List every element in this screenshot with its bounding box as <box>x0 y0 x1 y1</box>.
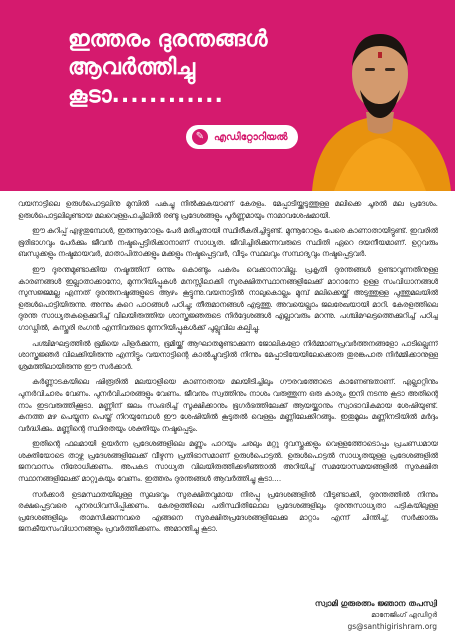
article-paragraph: സർക്കാർ ഉടമസ്ഥതയിലുള്ള സുലഭവും സുരക്ഷിതവുമായ നിരപ്പു പ്രദേശങ്ങളിൽ വീടുണ്ടാക്കി, ദുരന്തത്തിൽ നിന്നും രക്ഷപ്പെട്ടവരെ പുനരധിവസിപ്പിക്കണം. കേരളത്തിലെ പരിസ്ഥിതിലോല പ്രദേശങ്ങളിലും ദുരന്തസാധ്യതാ പട്ടികയിലുള്ള പ്രദേശങ്ങളിലും താമസിക്കുന്നവരെ എങ്ങനെ സുരക്ഷിതപ്രദേശങ്ങളിലേക്കു മാറ്റാം എന്ന് ചിന്തിച്ച്, സർക്കാരും ജനകീയസംവിധാനങ്ങളും പ്രവർത്തിക്കണം. അമാന്തിച്ചു കൂടാ. <box>18 489 438 534</box>
pen-icon: ✎ <box>192 129 208 145</box>
title-line-1: ഇത്തരം ദുരന്തങ്ങൾ <box>68 27 268 52</box>
editorial-article <box>18 198 438 586</box>
article-paragraph: കർണ്ണാടകയിലെ ഷിരൂരിൽ മലയാളിയെ കാണാതായ മലയിടിച്ചിലും ഗൗരവത്തോടെ കാണേണ്ടതാണ്. എല്ലാറ്റിനും പുനർവിചാരം വേണം. പുനർവിചാരങ്ങളും വേണം. ജീവനും സ്വത്തിനും നാശം വരുത്തുന്ന ഒരു കാര്യം ഇനി നടന്നു കൂടാ അതിന്റെ നാം ഇടവരുത്തിക്കൂടാ. മണ്ണിന് ജലം സംഭരിച്ച് സൂക്ഷിക്കാനും ഭൂഗർഭത്തിലേക്ക് ആയയ്ക്കാനും സ്വാഭാവികമായ ശേഷിയുണ്ട്. കനത്ത മഴ പെയ്യുന്ന പെയ്ത് നിറയുമ്പോൾ ഈ ശേഷിയിൽ കൂടുതൽ വെള്ളം മണ്ണിലേക്കിറങ്ങും. ഇതുമൂലം മണ്ണിനടിയിൽ മർദ്ദം വർദ്ധിക്കും. മണ്ണിന്റെ സ്ഥിരതയും ശക്തിയും നഷ്ടപ്പെടും. <box>18 377 438 433</box>
title-dots: ............ <box>111 83 224 108</box>
author-signature <box>315 598 437 632</box>
author-name: സ്വാമി ഗുരുരത്നം ജ്ഞാന തപസ്വി <box>314 599 437 608</box>
editorial-title <box>68 26 328 110</box>
author-role: മാനേജിംഗ് എഡിറ്റർ <box>371 611 437 619</box>
article-paragraph: വയനാട്ടിലെ ഉരുൾപൊട്ടലിനു മുമ്പിൽ പകച്ചു നിൽക്കുകയാണ് കേരളം. മേപ്പാടിയ്ക്കടുത്തുള്ള മലിക്കെ ചൂരൽ മല പ്രദേശം. ഉരുൾപൊട്ടലിലുണ്ടായ മലവെള്ളപാച്ചിലിൽ രണ്ടു പ്രദേശങ്ങളും പൂർണ്ണമായും നാമാവശേഷമായി. <box>18 199 438 220</box>
article-paragraph: ഈ ദുരന്തമുണ്ടാക്കിയ നഷ്ടത്തിന് ഒന്നും കൊണ്ടും പകരം വെക്കാനാവില്ല. പ്രകൃതി ദുരന്തങ്ങൾ ഉണ്ടാവുന്നതിനുള്ള കാരണങ്ങൾ ഇല്ലാതാക്കാനോ, മുന്നറിയിപ്പുകൾ മനസ്സിലാക്കി സുരക്ഷിതസ്ഥാനങ്ങളിലേക്ക് മാറാനോ ഉള്ള സംവിധാനങ്ങൾ സുസജ്ജമല്ല എന്നത് ദുരന്തനഷ്ടങ്ങളുടെ ആഴം കൂട്ടുന്നു.വയനാട്ടിൽ നാലുകൊല്ലം മുമ്പ് മലിക്കെയ്ക്ക് അടുത്തുള്ള പുത്തുമലയിൽ ഉരുൾപൊട്ടിയിരുന്നു. അന്നും കുറെ പാഠങ്ങൾ പഠിച്ചു; തീരുമാനങ്ങൾ എടുത്തു. അവയെല്ലാം ജലരേഖയായി മാറി. കേരളത്തിലെ ദുരന്ത സാധ്യതകളെക്കുറിച്ച് വിലയിരുത്തിയ ശാസ്ത്രജ്ഞരുടെ നിർദ്ദേശങ്ങൾ എല്ലാവരും മറന്നു. പശ്ചിമഘട്ടത്തെക്കുറിച്ച് പഠിച്ച ഗാഡ്ഗിൽ, കസ്തൂരി രംഗൻ എന്നിവരുടെ മുന്നറിയിപ്പുകൾക്ക് പുല്ലുവില കല്പിച്ചു. <box>18 264 438 332</box>
title-line-2 <box>68 54 328 110</box>
title-line-2-text: ആവർത്തിച്ചു കൂടാ <box>68 55 196 108</box>
article-paragraph: പശ്ചിമഘട്ടത്തിൽ ഭൂമിയെ പിളർക്കുന്ന, ഭൂമിയ്ക്ക് ആഘാതമുണ്ടാക്കുന്ന ജോലികളോ നിർമ്മാണപ്രവർത്തനങ്ങളോ പാടില്ലെന്ന് ശാസ്ത്രജ്ഞർ വിലക്കിയിരുന്നു എന്നിട്ടും വയനാട്ടിന്റെ കാൽച്ചുവട്ടിൽ നിന്നും മേപ്പാടിയേയിലേക്കൊരു തുരങ്കപാത നിർമ്മിക്കാനുള്ള ശ്രമത്തിലായിരുന്നു ഈ സർക്കാർ. <box>18 338 438 371</box>
author-email: gs@santhigirishram.org <box>347 622 437 631</box>
editorial-header <box>0 0 455 191</box>
section-label: എഡിറ്റോറിയൽ <box>214 131 288 143</box>
author-portrait <box>306 8 455 191</box>
article-paragraph: ഈ കുറിപ്പ് എഴുതുമ്പോൾ, ഇരുന്നൂറോളം പേർ മരിച്ചതായി സ്ഥിരീകരിച്ചിട്ടുണ്ട്. മുന്നൂറോളം പേരെ കാണാതായിട്ടുണ്ട്. ഇവരിൽ ഭൂരിഭാഗവും പേർക്കും ജീവൻ നഷ്ടപ്പെട്ടിരിക്കാനാണ് സാധ്യത. ജീവിച്ചിരിക്കുന്നവരുടെ സ്ഥിതി ഏറെ ദയനീയമാണ്. ഉറ്റവരും ബന്ധുക്കളും നഷ്ടമായവർ, മാതാപിതാക്കളും മക്കളും നഷ്ടപ്പെട്ടവർ, വീടും സ്ഥലവും സമ്പാദ്യവും നഷ്ടപ്പെട്ടവർ. <box>18 226 438 259</box>
editorial-section-badge <box>186 125 298 149</box>
article-paragraph: ഇതിന്റെ ഫലമായി ഉയർന്ന പ്രദേശങ്ങളിലെ മണ്ണും പാറയും ചരലും മറ്റു ദുവസ്തുക്കളും വെള്ളത്തോടൊപ്പം പ്രചണ്ഡമായ ശക്തിയോടെ താഴ്ന്ന പ്രദേശങ്ങളിലേക്ക് വീഴുന്ന പ്രതിഭാസമാണ് ഉരുൾപൊട്ടൽ. ഉരുൾപൊട്ടൽ സാധ്യതയുള്ള പ്രദേശങ്ങളിൽ ജനവാസം നിരോധിക്കണം. അപകട സാധ്യത വിലയിരുത്തിക്കഴിഞ്ഞാൽ അറിയിച്ച് സമയോസമയങ്ങളിൽ സുരക്ഷിത സ്ഥാനങ്ങളിലേക്ക് മാറ്റുകയും വേണം. ഇത്തരം ദുരന്തങ്ങൾ ആവർത്തിച്ചു കൂടാ.... <box>18 439 438 484</box>
